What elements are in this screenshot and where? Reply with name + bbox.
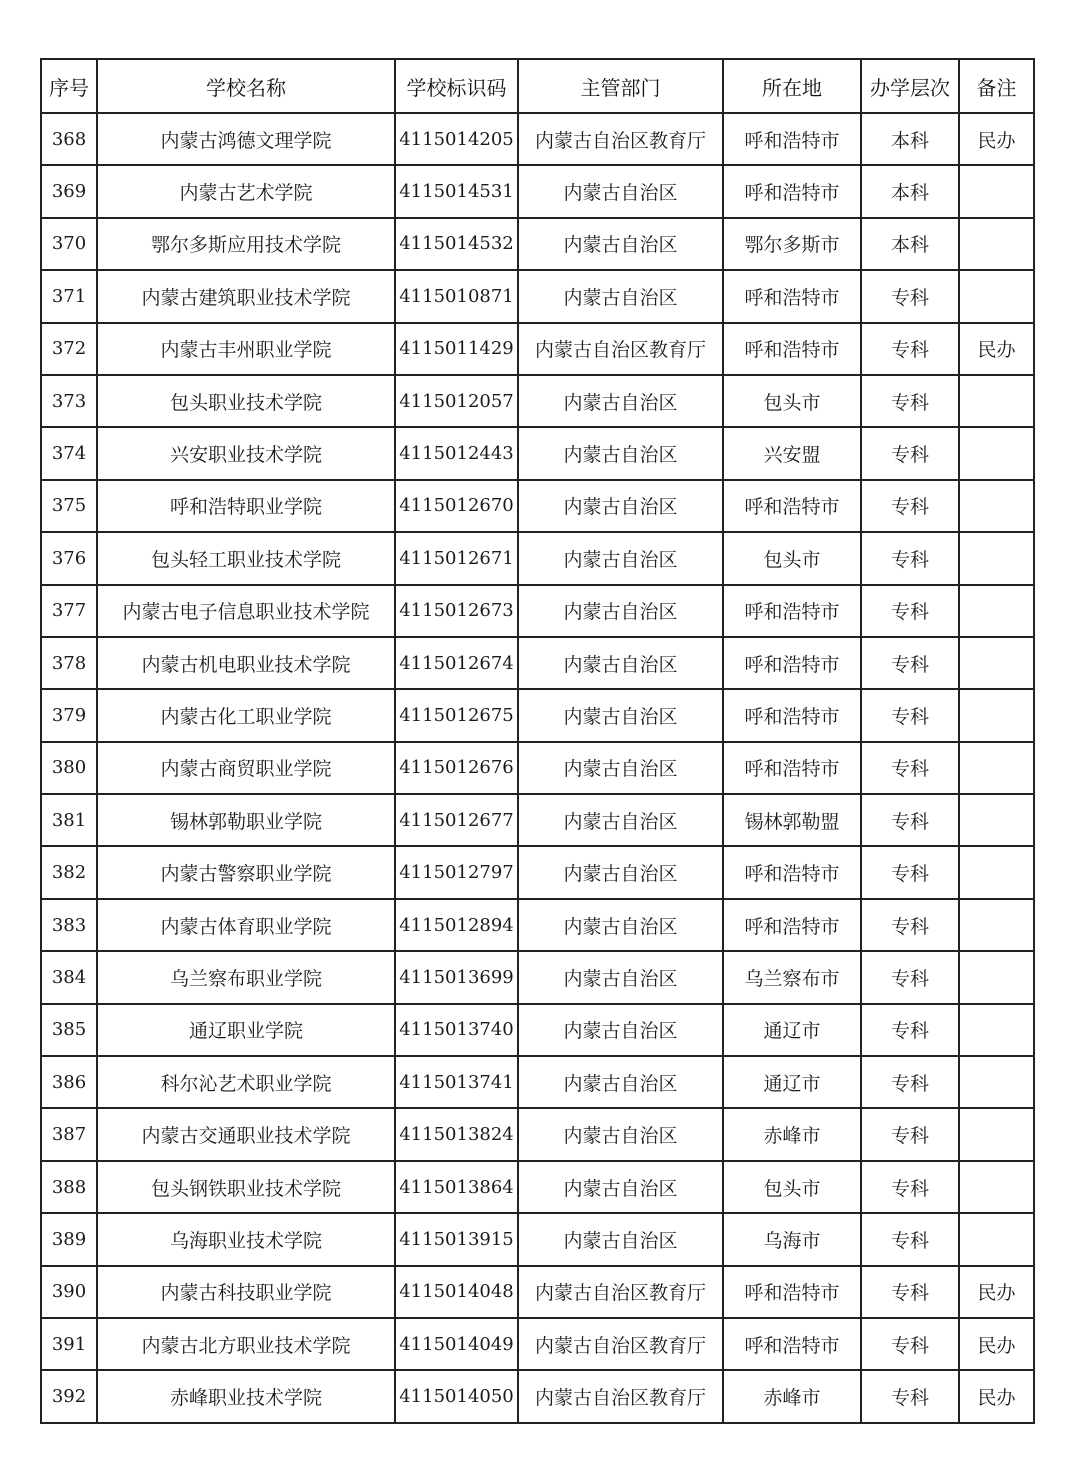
cell-location: 呼和浩特市	[723, 689, 861, 741]
table-row	[41, 1266, 1034, 1318]
table-row	[41, 375, 1034, 427]
cell-level: 专科	[861, 846, 959, 898]
cell-level: 专科	[861, 585, 959, 637]
table-row	[41, 270, 1034, 322]
cell-school-code: 4115012443	[395, 427, 518, 479]
cell-note	[959, 899, 1034, 951]
cell-level: 专科	[861, 270, 959, 322]
cell-level: 专科	[861, 532, 959, 584]
cell-location: 包头市	[723, 1161, 861, 1213]
cell-department: 内蒙古自治区	[518, 794, 723, 846]
cell-note: 民办	[959, 323, 1034, 375]
cell-school-name: 包头轻工职业技术学院	[97, 532, 395, 584]
cell-school-name: 锡林郭勒职业学院	[97, 794, 395, 846]
cell-department: 内蒙古自治区教育厅	[518, 113, 723, 165]
cell-level: 专科	[861, 1370, 959, 1422]
cell-location: 乌兰察布市	[723, 951, 861, 1003]
cell-school-name: 科尔沁艺术职业学院	[97, 1056, 395, 1108]
cell-location: 赤峰市	[723, 1108, 861, 1160]
cell-school-code: 4115013864	[395, 1161, 518, 1213]
cell-level: 专科	[861, 1266, 959, 1318]
cell-no: 382	[41, 846, 97, 898]
cell-no: 392	[41, 1370, 97, 1422]
cell-school-code: 4115013915	[395, 1213, 518, 1265]
table-row	[41, 1004, 1034, 1056]
cell-no: 379	[41, 689, 97, 741]
cell-note	[959, 689, 1034, 741]
school-list-table	[40, 58, 1035, 1424]
cell-school-name: 内蒙古丰州职业学院	[97, 323, 395, 375]
cell-school-code: 4115012675	[395, 689, 518, 741]
cell-department: 内蒙古自治区	[518, 427, 723, 479]
cell-school-name: 包头职业技术学院	[97, 375, 395, 427]
cell-no: 368	[41, 113, 97, 165]
cell-school-name: 内蒙古艺术学院	[97, 165, 395, 217]
cell-school-code: 4115014205	[395, 113, 518, 165]
table-row	[41, 532, 1034, 584]
cell-level: 专科	[861, 794, 959, 846]
cell-note	[959, 375, 1034, 427]
table-row	[41, 585, 1034, 637]
cell-note: 民办	[959, 1266, 1034, 1318]
table-row	[41, 480, 1034, 532]
cell-school-name: 内蒙古商贸职业学院	[97, 742, 395, 794]
cell-school-name: 内蒙古北方职业技术学院	[97, 1318, 395, 1370]
table-row	[41, 1370, 1034, 1422]
cell-department: 内蒙古自治区	[518, 1161, 723, 1213]
cell-level: 专科	[861, 323, 959, 375]
cell-location: 呼和浩特市	[723, 480, 861, 532]
cell-note	[959, 1108, 1034, 1160]
cell-department: 内蒙古自治区	[518, 899, 723, 951]
cell-no: 374	[41, 427, 97, 479]
cell-department: 内蒙古自治区	[518, 585, 723, 637]
cell-location: 鄂尔多斯市	[723, 218, 861, 270]
cell-level: 专科	[861, 742, 959, 794]
cell-location: 呼和浩特市	[723, 165, 861, 217]
cell-school-code: 4115012797	[395, 846, 518, 898]
cell-school-name: 赤峰职业技术学院	[97, 1370, 395, 1422]
table-row	[41, 899, 1034, 951]
cell-school-name: 内蒙古警察职业学院	[97, 846, 395, 898]
cell-school-code: 4115012673	[395, 585, 518, 637]
cell-note	[959, 1161, 1034, 1213]
cell-note: 民办	[959, 113, 1034, 165]
cell-location: 呼和浩特市	[723, 1318, 861, 1370]
cell-department: 内蒙古自治区	[518, 951, 723, 1003]
cell-school-code: 4115012894	[395, 899, 518, 951]
table-row	[41, 165, 1034, 217]
cell-department: 内蒙古自治区	[518, 637, 723, 689]
cell-school-code: 4115012671	[395, 532, 518, 584]
cell-location: 兴安盟	[723, 427, 861, 479]
cell-location: 赤峰市	[723, 1370, 861, 1422]
cell-school-name: 内蒙古化工职业学院	[97, 689, 395, 741]
cell-location: 包头市	[723, 375, 861, 427]
cell-no: 378	[41, 637, 97, 689]
table-row	[41, 218, 1034, 270]
table-header	[41, 59, 1034, 113]
cell-school-code: 4115012057	[395, 375, 518, 427]
cell-note	[959, 480, 1034, 532]
header-row	[41, 59, 1034, 113]
cell-school-name: 乌兰察布职业学院	[97, 951, 395, 1003]
table-row	[41, 1056, 1034, 1108]
cell-department: 内蒙古自治区	[518, 218, 723, 270]
cell-level: 专科	[861, 689, 959, 741]
table-row	[41, 113, 1034, 165]
cell-level: 专科	[861, 1108, 959, 1160]
table-row	[41, 1318, 1034, 1370]
cell-department: 内蒙古自治区	[518, 1056, 723, 1108]
cell-school-name: 内蒙古建筑职业技术学院	[97, 270, 395, 322]
cell-location: 锡林郭勒盟	[723, 794, 861, 846]
cell-level: 专科	[861, 375, 959, 427]
cell-note	[959, 846, 1034, 898]
cell-note	[959, 165, 1034, 217]
cell-note	[959, 637, 1034, 689]
cell-no: 383	[41, 899, 97, 951]
header-school-code: 学校标识码	[395, 59, 518, 113]
cell-department: 内蒙古自治区	[518, 1108, 723, 1160]
cell-department: 内蒙古自治区	[518, 1213, 723, 1265]
cell-location: 呼和浩特市	[723, 1266, 861, 1318]
cell-note	[959, 270, 1034, 322]
table-row	[41, 689, 1034, 741]
cell-location: 呼和浩特市	[723, 742, 861, 794]
cell-department: 内蒙古自治区	[518, 1004, 723, 1056]
cell-school-code: 4115014049	[395, 1318, 518, 1370]
cell-school-name: 鄂尔多斯应用技术学院	[97, 218, 395, 270]
table-row	[41, 846, 1034, 898]
table-row	[41, 1213, 1034, 1265]
cell-no: 390	[41, 1266, 97, 1318]
table-body	[41, 113, 1034, 1423]
cell-school-name: 乌海职业技术学院	[97, 1213, 395, 1265]
cell-school-name: 内蒙古鸿德文理学院	[97, 113, 395, 165]
cell-department: 内蒙古自治区	[518, 165, 723, 217]
cell-location: 呼和浩特市	[723, 585, 861, 637]
cell-department: 内蒙古自治区教育厅	[518, 323, 723, 375]
cell-note	[959, 742, 1034, 794]
cell-location: 呼和浩特市	[723, 899, 861, 951]
cell-note	[959, 1056, 1034, 1108]
cell-school-name: 内蒙古交通职业技术学院	[97, 1108, 395, 1160]
cell-note	[959, 585, 1034, 637]
cell-level: 本科	[861, 113, 959, 165]
cell-no: 381	[41, 794, 97, 846]
cell-location: 通辽市	[723, 1004, 861, 1056]
table-row	[41, 323, 1034, 375]
cell-location: 呼和浩特市	[723, 637, 861, 689]
cell-level: 专科	[861, 1318, 959, 1370]
cell-no: 376	[41, 532, 97, 584]
cell-note	[959, 794, 1034, 846]
cell-note	[959, 427, 1034, 479]
header-location: 所在地	[723, 59, 861, 113]
cell-no: 391	[41, 1318, 97, 1370]
cell-school-code: 4115013824	[395, 1108, 518, 1160]
cell-note	[959, 1004, 1034, 1056]
table-row	[41, 1161, 1034, 1213]
cell-no: 371	[41, 270, 97, 322]
cell-department: 内蒙古自治区	[518, 846, 723, 898]
table-row	[41, 951, 1034, 1003]
cell-note	[959, 951, 1034, 1003]
cell-school-code: 4115011429	[395, 323, 518, 375]
cell-school-code: 4115010871	[395, 270, 518, 322]
cell-level: 专科	[861, 637, 959, 689]
cell-no: 386	[41, 1056, 97, 1108]
cell-school-code: 4115013740	[395, 1004, 518, 1056]
cell-school-name: 通辽职业学院	[97, 1004, 395, 1056]
cell-school-code: 4115013699	[395, 951, 518, 1003]
cell-department: 内蒙古自治区	[518, 270, 723, 322]
cell-school-code: 4115014048	[395, 1266, 518, 1318]
cell-level: 专科	[861, 951, 959, 1003]
cell-no: 373	[41, 375, 97, 427]
table-row	[41, 637, 1034, 689]
cell-location: 包头市	[723, 532, 861, 584]
header-school-name: 学校名称	[97, 59, 395, 113]
cell-department: 内蒙古自治区	[518, 480, 723, 532]
cell-school-code: 4115012677	[395, 794, 518, 846]
cell-school-code: 4115013741	[395, 1056, 518, 1108]
cell-school-name: 内蒙古科技职业学院	[97, 1266, 395, 1318]
cell-school-code: 4115014532	[395, 218, 518, 270]
cell-no: 389	[41, 1213, 97, 1265]
cell-school-name: 内蒙古体育职业学院	[97, 899, 395, 951]
cell-no: 377	[41, 585, 97, 637]
cell-department: 内蒙古自治区	[518, 375, 723, 427]
cell-no: 370	[41, 218, 97, 270]
header-level: 办学层次	[861, 59, 959, 113]
cell-location: 呼和浩特市	[723, 113, 861, 165]
cell-school-name: 包头钢铁职业技术学院	[97, 1161, 395, 1213]
cell-school-name: 呼和浩特职业学院	[97, 480, 395, 532]
cell-school-code: 4115014531	[395, 165, 518, 217]
table-row	[41, 794, 1034, 846]
cell-location: 通辽市	[723, 1056, 861, 1108]
cell-location: 呼和浩特市	[723, 323, 861, 375]
cell-level: 专科	[861, 1161, 959, 1213]
cell-school-code: 4115012676	[395, 742, 518, 794]
cell-department: 内蒙古自治区教育厅	[518, 1266, 723, 1318]
cell-level: 本科	[861, 165, 959, 217]
cell-note: 民办	[959, 1370, 1034, 1422]
table-row	[41, 427, 1034, 479]
cell-no: 388	[41, 1161, 97, 1213]
cell-note	[959, 1213, 1034, 1265]
cell-level: 本科	[861, 218, 959, 270]
cell-no: 384	[41, 951, 97, 1003]
cell-department: 内蒙古自治区教育厅	[518, 1318, 723, 1370]
cell-level: 专科	[861, 1004, 959, 1056]
cell-no: 387	[41, 1108, 97, 1160]
cell-level: 专科	[861, 427, 959, 479]
cell-school-code: 4115012670	[395, 480, 518, 532]
cell-level: 专科	[861, 480, 959, 532]
cell-no: 380	[41, 742, 97, 794]
cell-department: 内蒙古自治区教育厅	[518, 1370, 723, 1422]
cell-location: 呼和浩特市	[723, 270, 861, 322]
cell-no: 372	[41, 323, 97, 375]
cell-location: 呼和浩特市	[723, 846, 861, 898]
cell-level: 专科	[861, 1056, 959, 1108]
cell-no: 385	[41, 1004, 97, 1056]
cell-school-code: 4115014050	[395, 1370, 518, 1422]
cell-location: 乌海市	[723, 1213, 861, 1265]
cell-no: 375	[41, 480, 97, 532]
cell-note: 民办	[959, 1318, 1034, 1370]
cell-no: 369	[41, 165, 97, 217]
cell-department: 内蒙古自治区	[518, 532, 723, 584]
cell-school-name: 内蒙古电子信息职业技术学院	[97, 585, 395, 637]
header-department: 主管部门	[518, 59, 723, 113]
header-no: 序号	[41, 59, 97, 113]
cell-level: 专科	[861, 899, 959, 951]
cell-school-name: 兴安职业技术学院	[97, 427, 395, 479]
table-row	[41, 742, 1034, 794]
cell-note	[959, 532, 1034, 584]
cell-school-name: 内蒙古机电职业技术学院	[97, 637, 395, 689]
cell-level: 专科	[861, 1213, 959, 1265]
cell-note	[959, 218, 1034, 270]
header-note: 备注	[959, 59, 1034, 113]
table-row	[41, 1108, 1034, 1160]
cell-school-code: 4115012674	[395, 637, 518, 689]
cell-department: 内蒙古自治区	[518, 742, 723, 794]
cell-department: 内蒙古自治区	[518, 689, 723, 741]
